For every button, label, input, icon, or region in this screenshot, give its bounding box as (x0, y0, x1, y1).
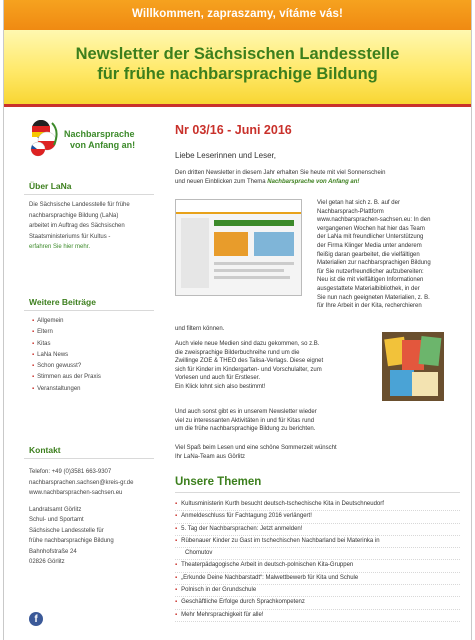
category-link[interactable]: ▪ Schon gewusst? (32, 361, 164, 372)
theme-link[interactable]: ▪ Polnisch in der Grundschule (175, 585, 460, 597)
header-divider (4, 104, 471, 107)
about-heading: Über LaNa (29, 181, 72, 191)
closing-text: Viel Spaß beim Lesen und eine schöne Sommerzeit wünscht Ihr LaNa-Team aus Görlitz (175, 445, 337, 460)
welcome-bar (4, 0, 471, 30)
theme-link-continued[interactable]: Chomutov (175, 548, 460, 560)
contact-web[interactable]: www.nachbarsprachen-sachsen.eu (29, 490, 123, 496)
contact-email[interactable]: nachbarsprachen.sachsen@kreis-gr.de (29, 479, 134, 486)
logo-line2: von Anfang an! (70, 140, 136, 150)
themes-heading: Unsere Themen (175, 476, 262, 488)
contact-details: Telefon: +49 (0)3581 663-9307 nachbarsprachen.sachsen@kreis-gr.de www.nachbarsprachen-sachsen.eu Landratsamt Görlitz Schul- und Sportamt Sächsische Landesstelle für frühe nachbarsprachige Bildung Bahnhofstraße 24 02826 Görlitz (29, 467, 174, 568)
more-posts-heading: Weitere Beiträge (29, 297, 96, 307)
lana-logo[interactable] (24, 115, 164, 165)
platform-paragraph: Viel getan hat sich z. B. auf der Nachbarsprach-Plattform www.nachbarsprachen-sachsen.eu: In den vergangenen Wochen hat hier das Team der LaNa mit freundlicher Unterstützung der Firma Klinger Media unter anderem fleißig daran gearbeitet, die vielfältigen Materialien zur nachbarsprachigen Bildung für Sie nutzerfreundlicher aufzubereiten: Neu ist die mit vielfältigen Informationen ausgestattete Materialbibliothek, in der Sie nun nach geeigneten Materialien, z. B. für Ihre Arbeit in der Kita, recherchieren (317, 200, 431, 310)
contact-section (24, 445, 174, 568)
newsletter-title: Newsletter der Sächsischen Landesstelle für frühe nachbarsprachige Bildung (75, 45, 400, 83)
flags-logo-icon (28, 115, 68, 159)
platform-screenshot-image[interactable] (175, 199, 302, 296)
divider (24, 310, 154, 311)
welcome-text: Willkommen, zapraszamy, vítáme vás! (132, 8, 343, 20)
themes-list (175, 499, 460, 622)
logo-line1: Nachbarsprache (64, 129, 135, 139)
divider (24, 458, 154, 459)
theme-link[interactable]: ▪ Rübenauer Kinder zu Gast im tschechischen Nachbarland bei Materinka in (175, 536, 460, 548)
platform-paragraph-end: und filtern können. (175, 326, 225, 332)
theme-link[interactable]: ▪ Anmeldeschluss für Fachtagung 2016 verlängert! (175, 511, 460, 523)
activities-paragraph: Und auch sonst gibt es in unserem Newsletter wieder viel zu interessanten Aktivitäten in und für Kitas rund um die frühe nachbarsprachige Bildung zu berichten. (175, 409, 317, 433)
about-text: Die Sächsische Landesstelle für frühe nachbarsprachige Bildung (LaNa) arbeitet im Auftrag des Sächsischen Staatsministeriums für Kultus - erfahren Sie hier mehr. (29, 200, 164, 253)
theme-link[interactable]: ▪ 5. Tag der Nachbarsprachen: Jetzt anmelden! (175, 524, 460, 536)
contact-heading: Kontakt (29, 445, 61, 455)
category-link[interactable]: ▪ Stimmen aus der Praxis (32, 372, 164, 383)
themes-section (175, 476, 460, 622)
greeting: Liebe Leserinnen und Leser, (175, 151, 276, 160)
more-posts-section (24, 297, 164, 395)
issue-title: Nr 03/16 - Juni 2016 (175, 123, 292, 137)
theme-link[interactable]: ▪ Kultusministerin Kurth besucht deutsch-tschechische Kita in Deutschneudorf (175, 499, 460, 511)
facebook-icon[interactable]: f (29, 612, 43, 626)
intro-text: Den dritten Newsletter in diesem Jahr erhalten Sie heute mit viel Sonnenschein und neuen Einblicken zum Thema Nachbarsprache von Anfang an! (175, 170, 386, 185)
category-link[interactable]: ▪ Allgemein (32, 316, 164, 327)
newsletter-frame (3, 0, 472, 640)
category-link[interactable]: ▪ Kitas (32, 339, 164, 350)
intro-highlight: Nachbarsprache von Anfang an! (267, 178, 360, 185)
more-posts-list (32, 316, 164, 395)
theme-link[interactable]: ▪ „Erkunde Deine Nachbarstadt“: Malwettbewerb für Kita und Schule (175, 573, 460, 585)
books-paragraph: Auch viele neue Medien sind dazu gekommen, so z.B. die zweisprachige Bilderbuchreihe rund um die Zwillinge ZOE & THEO des Talisa-Verlags. Diese eignet sich für Kinder im Kindergarten- und Vorschulalter, zum Vorlesen und auch für Erstleser. Ein Klick lohnt sich also bestimmt! (175, 341, 324, 390)
category-link[interactable]: ▪ Eltern (32, 327, 164, 338)
sidebar (24, 112, 164, 625)
main-content (175, 112, 460, 618)
contact-phone: Telefon: +49 (0)3581 663-9307 (29, 469, 112, 475)
divider (175, 492, 460, 493)
book-series-image[interactable] (382, 332, 444, 401)
about-section (24, 181, 164, 253)
divider (24, 194, 154, 195)
theme-link[interactable]: ▪ Mehr Mehrsprachigkeit für alle! (175, 610, 460, 622)
theme-link[interactable]: ▪ Geschäftliche Erfolge durch Sprachkompetenz (175, 597, 460, 609)
category-link[interactable]: ▪ LaNa News (32, 350, 164, 361)
header-banner (4, 30, 471, 104)
about-more-link[interactable]: erfahren Sie hier mehr. (29, 244, 91, 250)
theme-link[interactable]: ▪ Theaterpädagogische Arbeit in deutsch-polnischen Kita-Gruppen (175, 560, 460, 572)
category-link[interactable]: ▪ Veranstaltungen (32, 384, 164, 395)
